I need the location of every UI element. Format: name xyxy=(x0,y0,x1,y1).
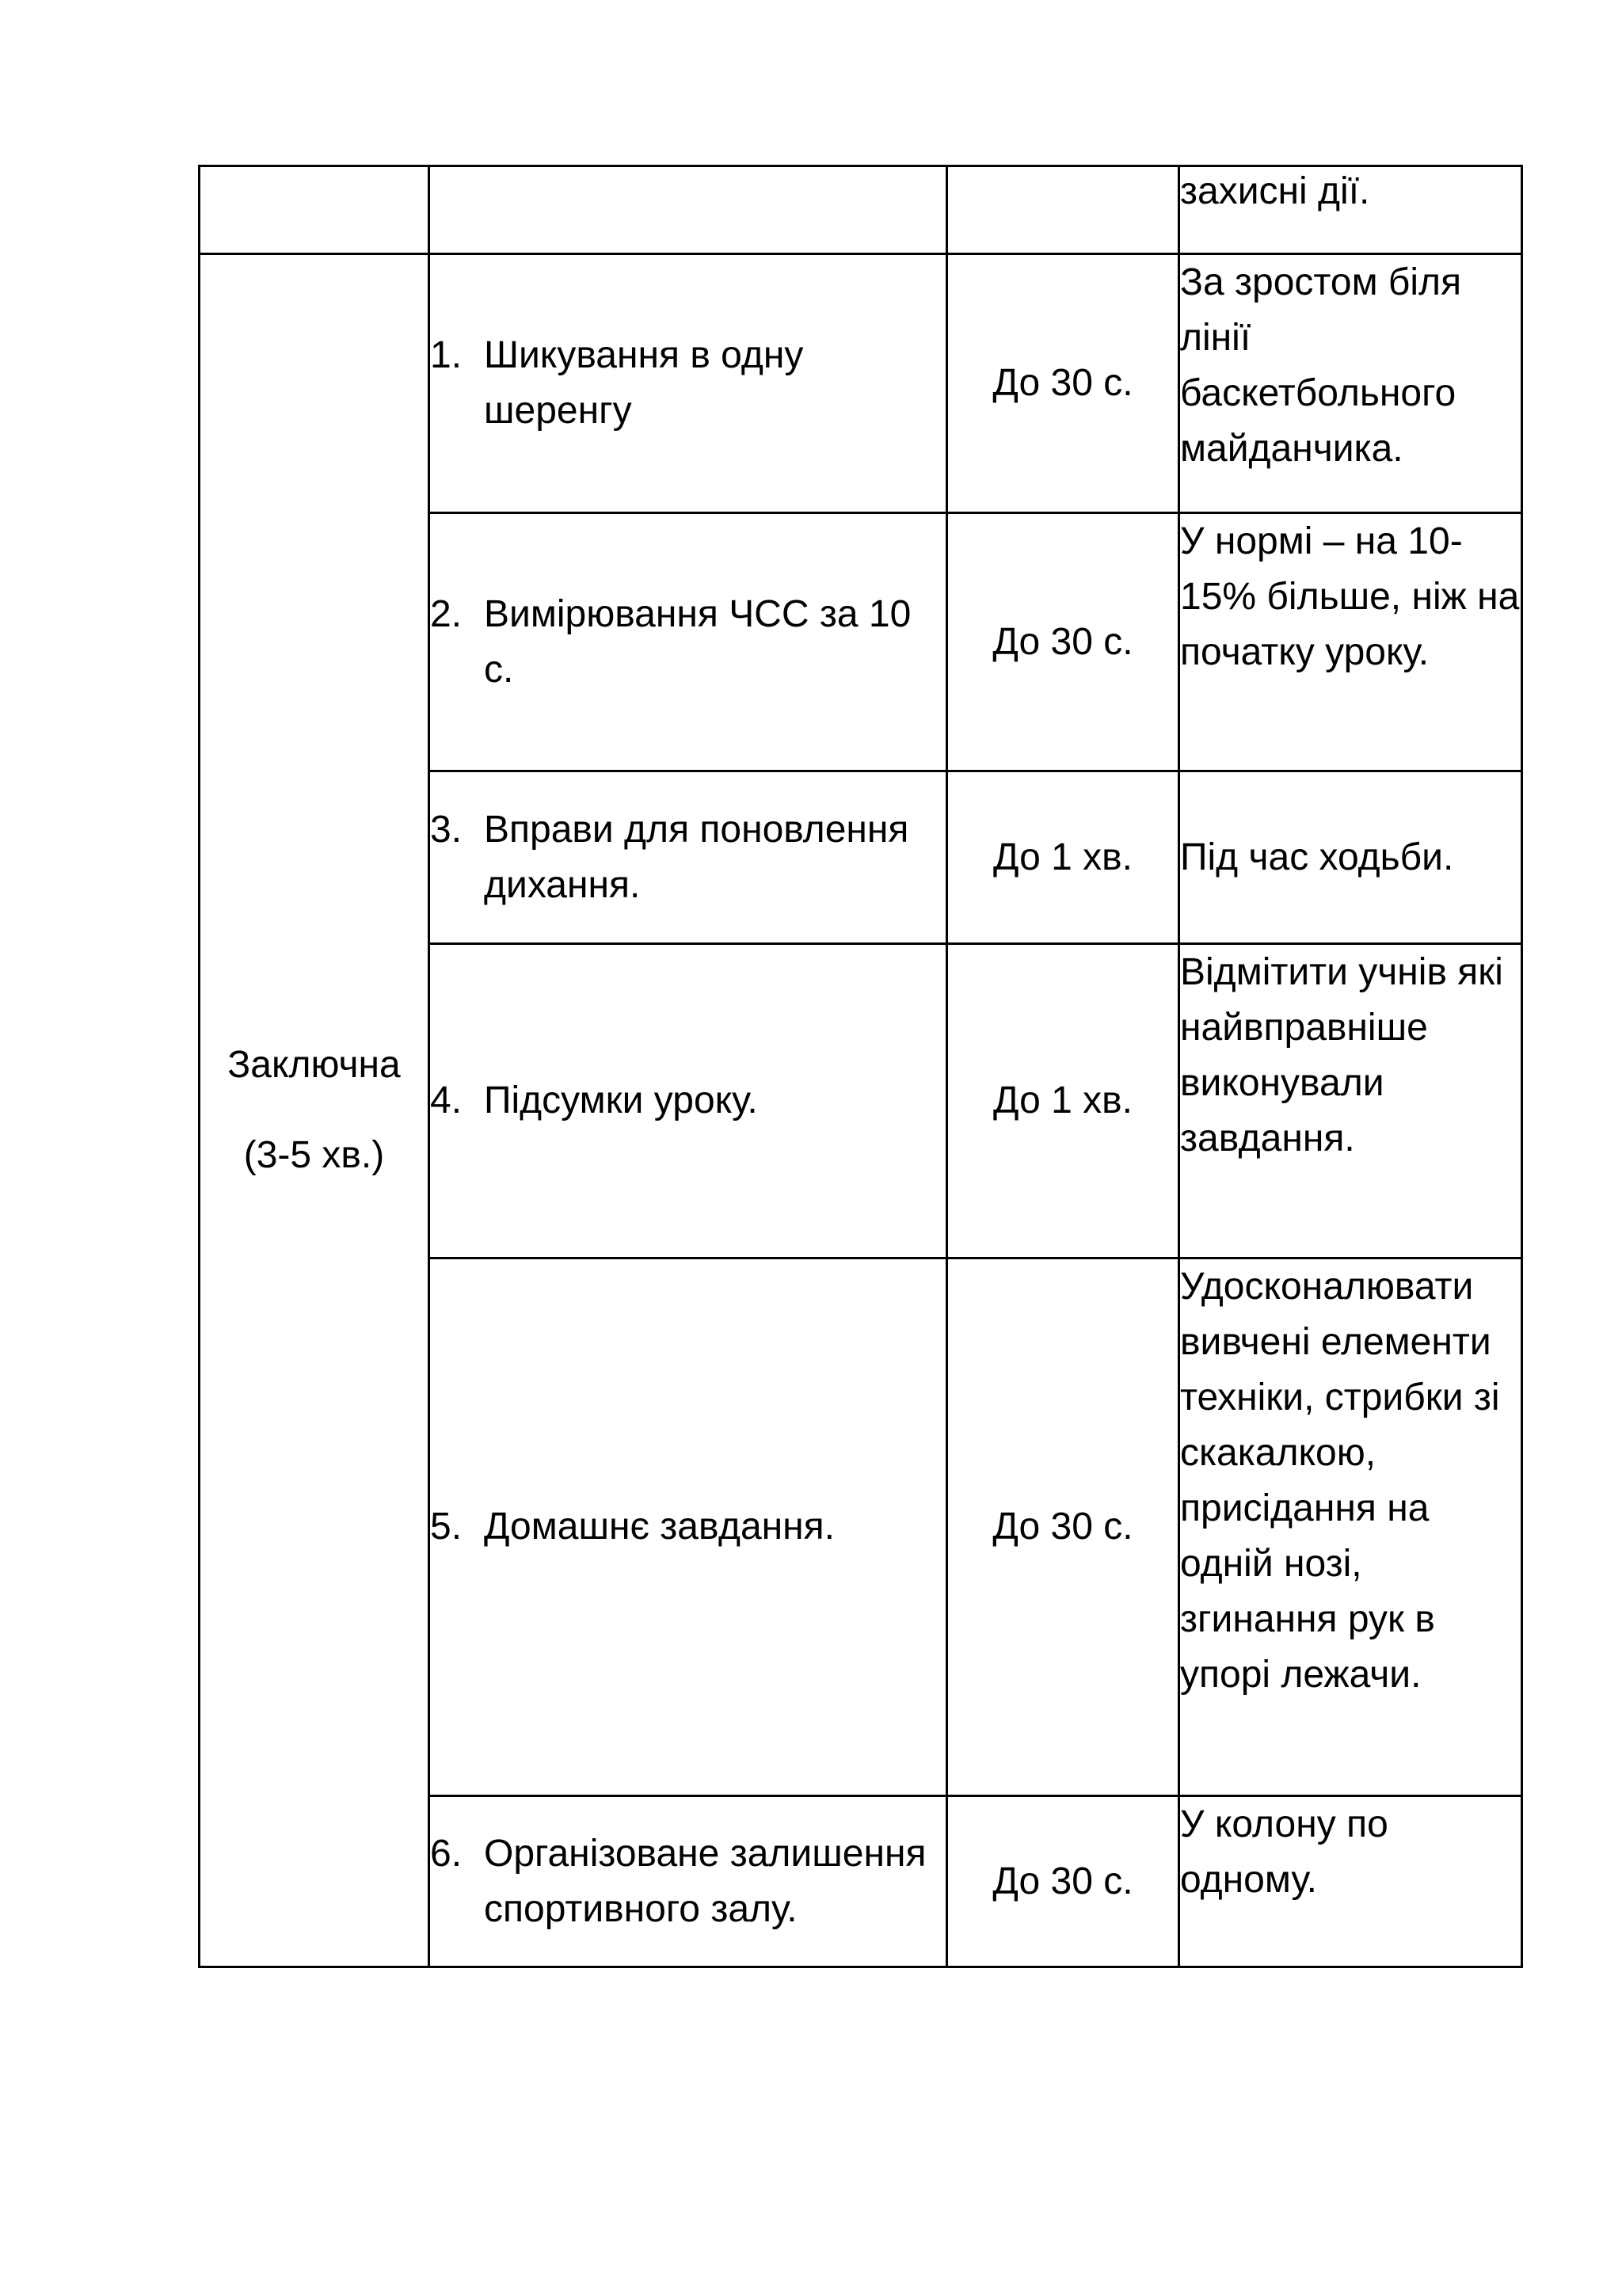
step-number: 1. xyxy=(430,334,463,376)
part-name: Заключна xyxy=(227,1044,401,1086)
dose-text: До 30 с. xyxy=(992,1860,1133,1902)
lesson-plan-table xyxy=(198,165,1523,1968)
note-cell xyxy=(1179,513,1522,771)
note-cell xyxy=(1179,1258,1522,1796)
dose-text: До 30 с. xyxy=(992,1506,1133,1548)
dose-text: До 30 с. xyxy=(992,362,1133,404)
step-number: 4. xyxy=(430,1079,463,1121)
step-number: 6. xyxy=(430,1832,463,1875)
part-cell xyxy=(200,254,429,1967)
step-number: 5. xyxy=(430,1506,463,1548)
dose-cell xyxy=(947,1796,1179,1967)
step-number: 3. xyxy=(430,808,463,851)
part-duration: (3-5 хв.) xyxy=(243,1134,385,1176)
step-cell xyxy=(429,1258,947,1796)
part-cell-empty xyxy=(200,166,429,254)
dose-cell-empty xyxy=(947,166,1179,254)
note-text: У нормі – на 10-15% більше, ніж на початку уроку. xyxy=(1180,520,1520,673)
note-cell xyxy=(1179,254,1522,513)
note-text: захисні дії. xyxy=(1180,170,1370,212)
table-row xyxy=(200,254,1522,513)
table-row-continued xyxy=(200,166,1522,254)
dose-cell xyxy=(947,771,1179,944)
step-cell xyxy=(429,254,947,513)
step-cell xyxy=(429,1796,947,1967)
dose-text: До 30 с. xyxy=(992,620,1133,663)
note-text: Під час ходьби. xyxy=(1180,836,1454,878)
note-cell xyxy=(1179,166,1522,254)
note-text: У колону по одному. xyxy=(1180,1803,1388,1901)
dose-text: До 1 хв. xyxy=(993,1079,1133,1121)
note-cell xyxy=(1179,944,1522,1258)
note-text: Удосконалювати вивчені елементи техніки, стрибки зі скакалкою, присідання на одній нозі, згинання рук в упорі лежачи. xyxy=(1180,1266,1500,1696)
step-text: Підсумки уроку. xyxy=(484,1079,758,1121)
step-cell xyxy=(429,944,947,1258)
step-text: Вимірювання ЧСС за 10 с. xyxy=(484,592,912,691)
dose-cell xyxy=(947,944,1179,1258)
step-text: Вправи для поновлення дихання. xyxy=(484,808,909,906)
note-cell xyxy=(1179,1796,1522,1967)
step-number: 2. xyxy=(430,592,463,635)
note-cell xyxy=(1179,771,1522,944)
note-text: Відмітити учнів які найвправніше виконували завдання. xyxy=(1180,951,1503,1159)
step-text: Організоване залишення спортивного залу. xyxy=(484,1832,927,1930)
dose-cell xyxy=(947,1258,1179,1796)
step-text: Шикування в одну шеренгу xyxy=(484,334,804,432)
step-text: Домашнє завдання. xyxy=(484,1506,835,1548)
dose-text: До 1 хв. xyxy=(993,836,1133,878)
step-cell xyxy=(429,513,947,771)
step-cell-empty xyxy=(429,166,947,254)
dose-cell xyxy=(947,513,1179,771)
dose-cell xyxy=(947,254,1179,513)
note-text: За зростом біля лінії баскетбольного майданчика. xyxy=(1180,261,1462,470)
step-cell xyxy=(429,771,947,944)
